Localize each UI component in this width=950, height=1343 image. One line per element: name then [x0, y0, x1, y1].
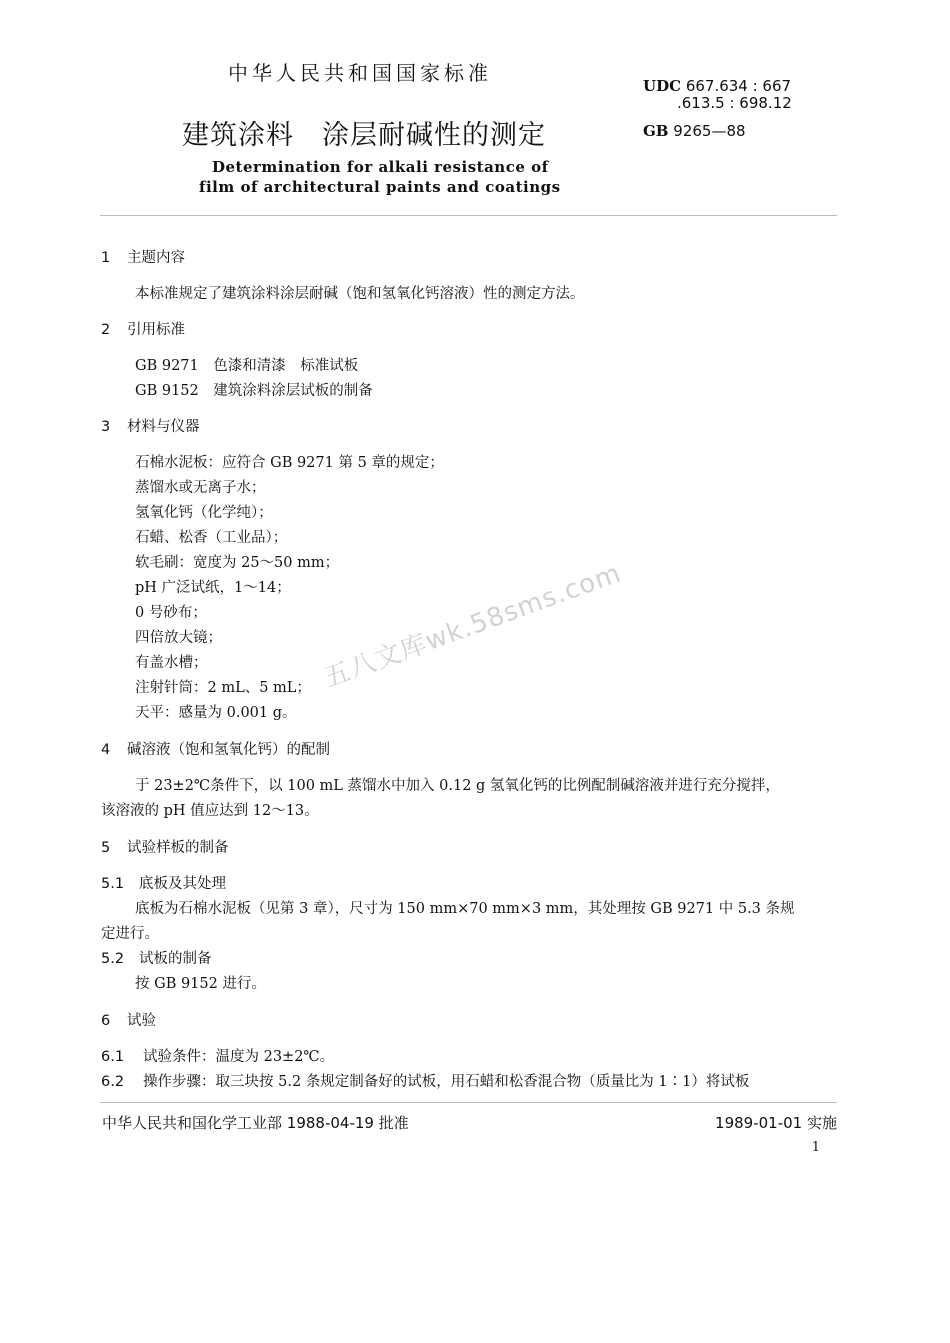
header-divider	[100, 215, 837, 216]
subsection-text: 操作步骤：取三块按 5.2 条规定制备好的试板，用石蜡和松香混合物（质量比为 1∶1）将试板	[143, 1074, 750, 1090]
subsection-5-2-heading	[101, 947, 212, 968]
subsection-6-1	[101, 1045, 334, 1066]
section-number: 6	[101, 1013, 111, 1029]
subsection-number: 6.1	[101, 1049, 125, 1065]
watermark: 五八文库wk.58sms.com	[320, 558, 626, 694]
subsection-5-1-text-line2: 定进行。	[101, 926, 159, 942]
approval-statement: 中华人民共和国化学工业部 1988-04-19 批准	[102, 1114, 409, 1132]
subsection-number: 5.1	[101, 876, 125, 892]
material-item: 氢氧化钙（化学纯）；	[135, 505, 273, 521]
subsection-6-2	[101, 1070, 749, 1091]
section-4-text-line1: 于 23±2℃条件下，以 100 mL 蒸馏水中加入 0.12 g 氢氧化钙的比例配制碱溶液并进行充分搅拌，	[135, 778, 780, 794]
section-1-heading	[101, 246, 185, 267]
section-title: 主题内容	[127, 250, 185, 266]
material-item: 天平：感量为 0.001 g。	[135, 705, 297, 721]
material-item: 有盖水槽；	[135, 655, 208, 671]
footer-divider	[100, 1102, 837, 1103]
material-item: 四倍放大镜；	[135, 630, 222, 646]
material-item: 注射针筒：2 mL、5 mL；	[135, 680, 311, 696]
udc-code-line2: .613.5 : 698.12	[677, 94, 792, 112]
page-number: 1	[811, 1140, 820, 1155]
section-1-text: 本标准规定了建筑涂料涂层耐碱（饱和氢氧化钙溶液）性的测定方法。	[135, 286, 585, 302]
material-item: 石棉水泥板：应符合 GB 9271 第 5 章的规定；	[135, 455, 444, 471]
material-item: 石蜡、松香（工业品）；	[135, 530, 288, 546]
subsection-number: 5.2	[101, 951, 125, 967]
gb-value: 9265—88	[673, 122, 746, 140]
section-title: 引用标准	[127, 322, 185, 338]
document-title-en-line1: Determination for alkali resistance of	[212, 158, 549, 176]
section-2-heading	[101, 318, 185, 339]
reference-item: GB 9271 色漆和清漆 标准试板	[135, 358, 359, 374]
section-6-heading	[101, 1009, 156, 1030]
udc-label: UDC	[643, 77, 682, 95]
section-number: 2	[101, 322, 111, 338]
subsection-5-1-text-line1: 底板为石棉水泥板（见第 3 章），尺寸为 150 mm×70 mm×3 mm，其处理按 GB 9271 中 5.3 条规	[135, 901, 795, 917]
section-title: 碱溶液（饱和氢氧化钙）的配制	[127, 742, 330, 758]
document-title-en-line2: film of architectural paints and coatings	[199, 178, 561, 196]
section-4-text-line2: 该溶液的 pH 值应达到 12～13。	[101, 803, 319, 819]
section-title: 试验样板的制备	[127, 840, 229, 856]
section-3-heading	[101, 415, 200, 436]
subsection-text: 试验条件：温度为 23±2℃。	[143, 1049, 335, 1065]
reference-item: GB 9152 建筑涂料涂层试板的制备	[135, 383, 373, 399]
standard-type-title: 中华人民共和国国家标准	[228, 61, 492, 85]
document-title-zh: 建筑涂料 涂层耐碱性的测定	[182, 120, 546, 151]
section-number: 1	[101, 250, 111, 266]
section-title: 材料与仪器	[127, 419, 200, 435]
section-4-heading	[101, 738, 330, 759]
subsection-5-2-text: 按 GB 9152 进行。	[135, 976, 266, 992]
subsection-title: 底板及其处理	[139, 876, 226, 892]
material-item: 0 号砂布；	[135, 605, 207, 621]
section-title: 试验	[127, 1013, 156, 1029]
effective-date: 1989-01-01 实施	[715, 1114, 837, 1132]
material-item: 蒸馏水或无离子水；	[135, 480, 266, 496]
udc-code-line1	[643, 77, 791, 95]
gb-label: GB	[643, 122, 669, 140]
subsection-5-1-heading	[101, 872, 226, 893]
subsection-title: 试板的制备	[139, 951, 212, 967]
section-number: 5	[101, 840, 111, 856]
section-number: 3	[101, 419, 111, 435]
material-item: 软毛刷：宽度为 25～50 mm；	[135, 555, 340, 571]
udc-value-1: 667.634 : 667	[685, 77, 792, 95]
section-number: 4	[101, 742, 111, 758]
material-item: pH 广泛试纸，1～14；	[135, 580, 291, 596]
subsection-number: 6.2	[101, 1074, 125, 1090]
section-5-heading	[101, 836, 229, 857]
gb-number	[643, 122, 746, 140]
